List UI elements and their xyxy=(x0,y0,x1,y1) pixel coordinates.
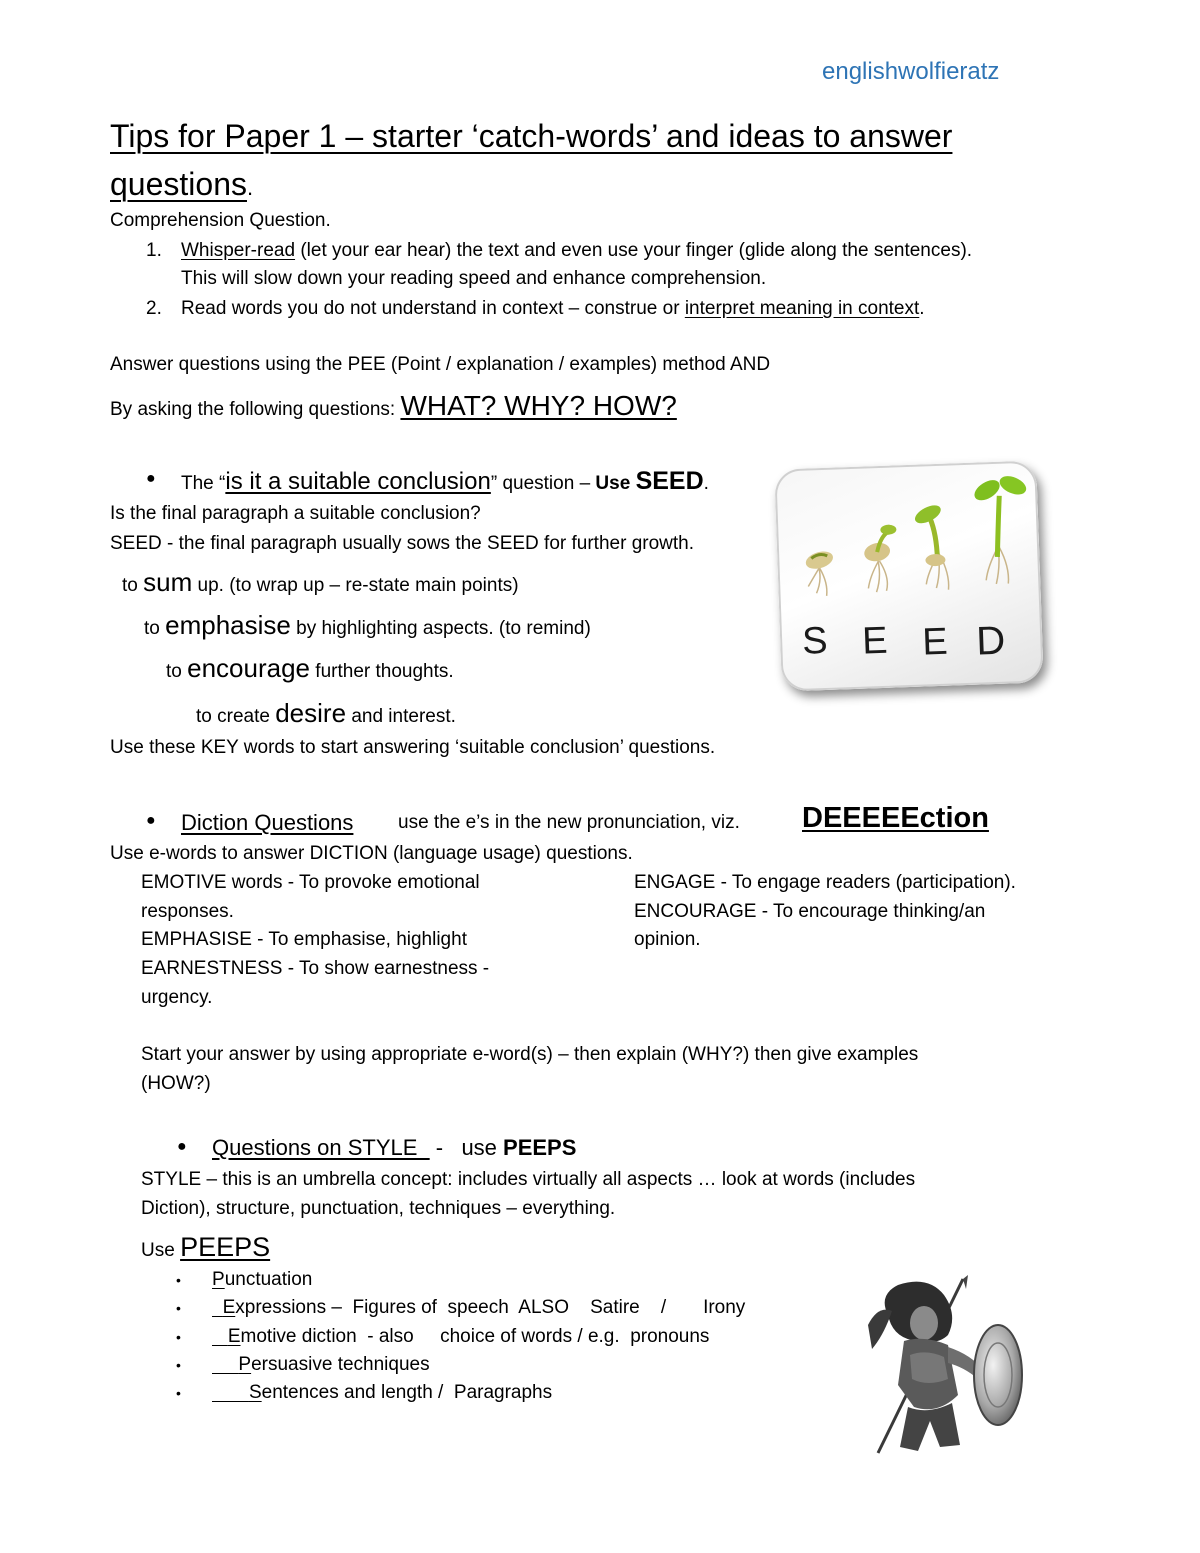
diction-right-line-2: ENCOURAGE - To encourage thinking/an xyxy=(634,901,986,922)
comp-item-2-num: 2. xyxy=(146,298,162,319)
seed-line-sum xyxy=(122,566,519,602)
peeps-item-1-letter: P xyxy=(212,1269,225,1290)
seed-word-emphasise: emphasise xyxy=(165,610,291,640)
bullet-dot-icon: • xyxy=(176,1385,181,1401)
seed-line-encourage xyxy=(166,652,454,688)
peeps-item-3-letter: E xyxy=(227,1326,241,1347)
bullet-dot-icon: • xyxy=(176,1300,181,1316)
use-peeps-big: PEEPS xyxy=(180,1232,271,1262)
style-bullet xyxy=(212,1134,576,1162)
comp-item-1 xyxy=(181,239,972,263)
diction-left-line-5: urgency. xyxy=(141,987,213,1008)
peeps-item-2-rest: xpressions – Figures of speech ALSO Satire / Irony xyxy=(235,1297,746,1318)
seed-line-emphasise xyxy=(144,609,591,645)
seed-bullet-mid: ” question – xyxy=(490,473,596,494)
bullet-dot-icon: • xyxy=(176,1272,181,1288)
bullet-dot-icon: • xyxy=(176,1329,181,1345)
style-bullet-dash: - use xyxy=(429,1135,504,1160)
diction-intro: Use e-words to answer DICTION (language usage) questions. xyxy=(110,843,633,864)
peeps-item-5-lead xyxy=(212,1382,249,1403)
what-why-how: WHAT? WHY? HOW? xyxy=(400,390,677,421)
comp-item-2-pre: Read words you do not understand in context – construe or xyxy=(181,298,685,319)
comp-item-1-line2: This will slow down your reading speed and enhance comprehension. xyxy=(181,268,767,289)
use-peeps xyxy=(141,1230,270,1268)
peeps-item-2-letter: E xyxy=(222,1297,236,1318)
peeps-item-4-letter: P xyxy=(238,1354,252,1375)
bullet-icon: ● xyxy=(177,1138,187,1155)
peeps-item-4-rest: ersuasive techniques xyxy=(251,1354,430,1375)
peeps-item-4-lead xyxy=(212,1354,238,1375)
seed-line-emphasise-post: by highlighting aspects. (to remind) xyxy=(290,618,591,639)
diction-left-line-3: EMPHASISE - To emphasise, highlight xyxy=(141,929,467,950)
peeps-item-3-rest: motive diction - also choice of words / e.g. pronouns xyxy=(240,1326,710,1347)
suitable-conclusion-term: is it a suitable conclusion xyxy=(225,468,491,495)
comp-item-1-rest: (let your ear hear) the text and even use your finger (glide along the sentences). xyxy=(295,240,973,261)
diction-questions-label: Diction Questions xyxy=(181,810,354,835)
seed-word-sum: sum xyxy=(143,567,193,597)
seed-letter-e1: E xyxy=(861,619,889,663)
seed-bullet-pre: The “ xyxy=(181,473,226,494)
seed-letter-d: D xyxy=(975,618,1006,664)
diction-left-line-2: responses. xyxy=(141,901,234,922)
questions-line-pre: By asking the following questions: xyxy=(110,399,401,420)
seed-word-desire: desire xyxy=(275,698,347,728)
bullet-dot-icon: • xyxy=(176,1357,181,1373)
brand-name: englishwolfieratz xyxy=(822,58,1000,85)
bullet-icon: ● xyxy=(146,470,156,487)
seed-line-emphasise-pre: to xyxy=(144,618,166,639)
seed-bullet xyxy=(181,465,709,500)
peeps-item-2-lead xyxy=(212,1297,223,1318)
seed-line-sum-pre: to xyxy=(122,575,144,596)
peeps-item-persuasive xyxy=(212,1353,430,1377)
comp-item-1-num: 1. xyxy=(146,240,162,261)
deeeeection-term: DEEEEEction xyxy=(802,802,989,834)
peeps-term: PEEPS xyxy=(503,1135,577,1160)
seed-line-desire-pre: to create xyxy=(196,706,276,727)
whisper-read-term: Whisper-read xyxy=(181,240,296,261)
page-title-period: . xyxy=(246,175,254,200)
seed-line-encourage-pre: to xyxy=(166,661,188,682)
seed-definition: SEED - the final paragraph usually sows the SEED for further growth. xyxy=(110,533,694,554)
peeps-item-5-rest: entences and length / Paragraphs xyxy=(261,1382,553,1403)
comp-item-2-post: . xyxy=(919,298,925,319)
diction-left-line-1: EMOTIVE words - To provoke emotional xyxy=(141,872,480,893)
seed-bullet-use: Use xyxy=(595,473,636,494)
peeps-item-sentences xyxy=(212,1381,552,1405)
style-questions-label: Questions on STYLE xyxy=(212,1135,430,1160)
diction-right-line-3: opinion. xyxy=(634,929,701,950)
page-title-line2-text: questions xyxy=(110,166,247,202)
diction-start-line-1: Start your answer by using appropriate e-word(s) – then explain (WHY?) then give examples xyxy=(141,1044,919,1065)
interpret-meaning-term: interpret meaning in context xyxy=(684,298,920,319)
comprehension-heading: Comprehension Question. xyxy=(110,210,331,231)
questions-line xyxy=(110,389,677,427)
seed-line-desire-post: and interest. xyxy=(346,706,456,727)
style-desc-line-2: Diction), structure, punctuation, techniques – everything. xyxy=(141,1198,616,1219)
pee-line: Answer questions using the PEE (Point / explanation / examples) method AND xyxy=(110,354,771,375)
seed-bullet-end: . xyxy=(703,473,709,494)
comp-item-2 xyxy=(181,297,925,321)
peeps-item-1-rest: unctuation xyxy=(224,1269,313,1290)
seed-letter-s: S xyxy=(801,619,829,663)
seed-line-encourage-post: further thoughts. xyxy=(310,661,454,682)
peeps-item-emotive xyxy=(212,1325,709,1349)
peeps-item-3-lead xyxy=(212,1326,228,1347)
diction-bullet-text: use the e’s in the new pronunciation, viz. xyxy=(398,812,740,833)
sprouts-illustration xyxy=(774,460,1044,691)
seed-sprout-image xyxy=(774,460,1044,691)
seed-line-sum-post: up. (to wrap up – re-state main points) xyxy=(192,575,519,596)
diction-start-line-2: (HOW?) xyxy=(141,1073,211,1094)
diction-left-line-4: EARNESTNESS - To show earnestness - xyxy=(141,958,490,979)
seed-letter-e2: E xyxy=(921,620,949,664)
page-title-line1: Tips for Paper 1 – starter ‘catch-words’ and ideas to answer xyxy=(110,118,953,154)
seed-term: SEED xyxy=(635,467,704,495)
seed-closing: Use these KEY words to start answering ‘suitable conclusion’ questions. xyxy=(110,737,716,758)
use-peeps-pre: Use xyxy=(141,1240,181,1261)
seed-question: Is the final paragraph a suitable conclusion? xyxy=(110,503,481,524)
style-desc-line-1: STYLE – this is an umbrella concept: includes virtually all aspects … look at words (includes xyxy=(141,1169,916,1190)
seed-word-encourage: encourage xyxy=(187,653,311,683)
seed-line-desire xyxy=(196,697,456,733)
peeps-item-punctuation xyxy=(212,1268,312,1292)
warrior-woman-image xyxy=(848,1275,1026,1457)
bullet-icon: ● xyxy=(146,812,156,829)
diction-right-line-1: ENGAGE - To engage readers (participation). xyxy=(634,872,1016,893)
page-title-line2 xyxy=(110,164,253,208)
peeps-item-5-letter: S xyxy=(248,1382,262,1403)
peeps-item-expressions xyxy=(212,1296,745,1320)
